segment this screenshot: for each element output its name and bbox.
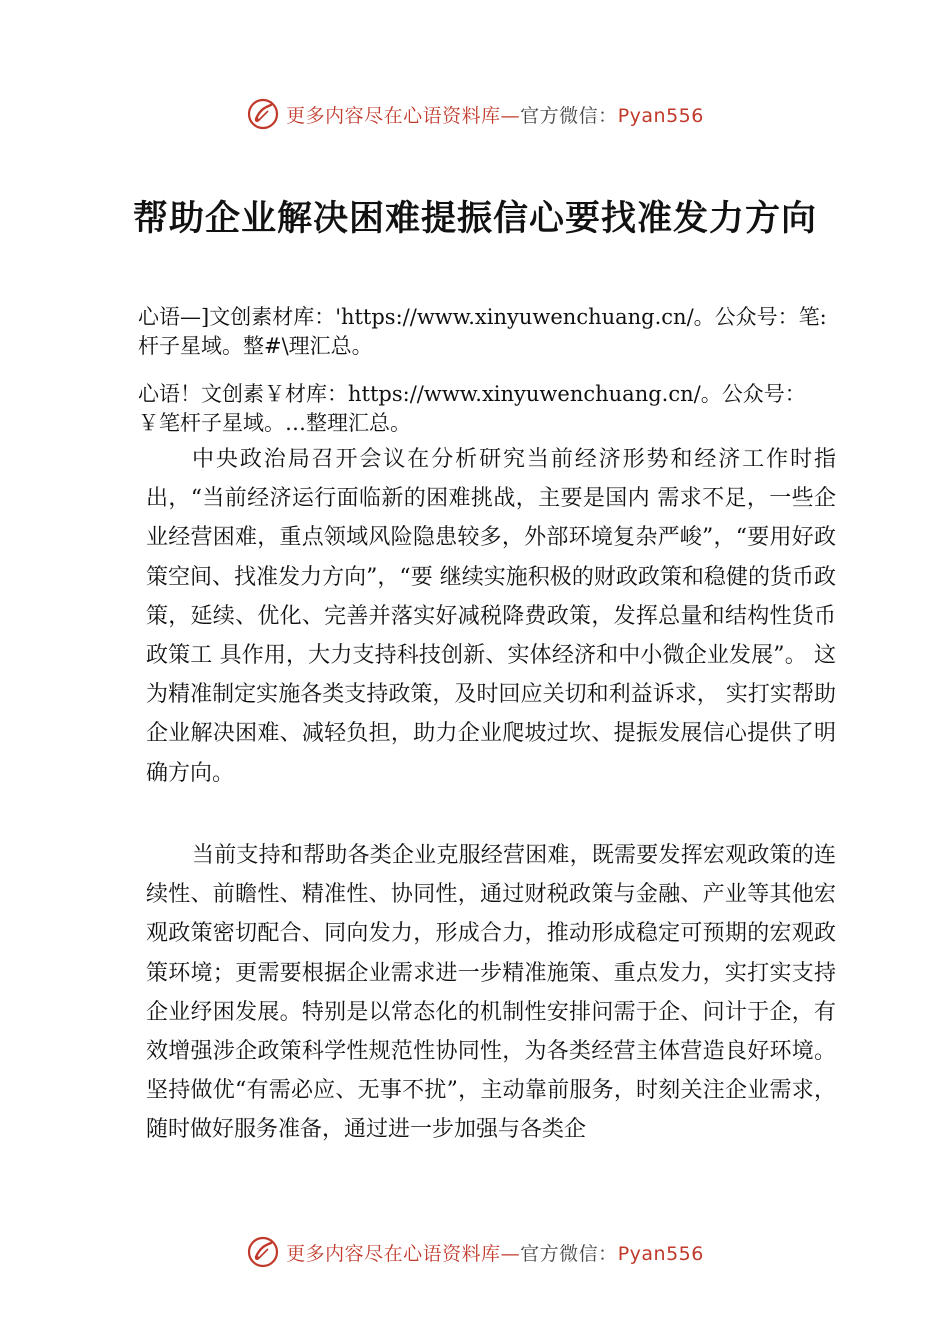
xinyu-logo-icon (246, 97, 280, 131)
banner-text (286, 101, 704, 128)
body-paragraph-1: 中央政治局召开会议在分析研究当前经济形势和经济工作时指出，“当前经济运行面临新的困难挑战，主要是国内 需求不足，一些企业经营困难，重点领域风险隐患较多，外部环境复杂严峻”，“要用好政策空间、找准发力方向”，“要 继续实施积极的财政政策和稳健的货币政策，延续、优化、完善并落实好减税降费政策，发挥总量和结构性货币政策工 具作用，大力支持科技创新、实体经济和中小微企业发展”。 这为精准制定实施各类支持政策，及时回应关切和利益诉求， 实打实帮助企业解决困难、减轻负担，助力企业爬坡过坎、提振发展信心提供了明确方向。 (146, 447, 836, 786)
banner-wechat-label: 官方微信： (520, 104, 618, 127)
banner-main-text: 更多内容尽在心语资料库— (286, 1242, 521, 1265)
banner-text (286, 1239, 704, 1266)
banner-main-text: 更多内容尽在心语资料库— (286, 104, 521, 127)
source-line-1: 心语—]文创素材库：'https://www.xinyuwenchuang.cn/。公众号：笔:杆子星域。整#\理汇总。 (138, 305, 827, 358)
banner-wechat-label: 官方微信： (520, 1242, 618, 1265)
footer-watermark-banner (0, 1232, 950, 1272)
document-title: 帮助企业解决困难提振信心要找准发力方向 (132, 198, 817, 239)
body-paragraph-2: 当前支持和帮助各类企业克服经营困难，既需要发挥宏观政策的连续性、前瞻性、精准性、协同性，通过财税政策与金融、产业等其他宏观政策密切配合、同向发力，形成合力，推动形成稳定可预期的宏观政策环境；更需要根据企业需求进一步精准施策、重点发力，实打实支持企业纾困发展。特别是以常态化的机制性安排问需于企、问计于企，有效增强涉企政策科学性规范性协同性，为各类经营主体营造良好环境。坚持做优“有需必应、无事不扰”，主动靠前服务，时刻关注企业需求，随时做好服务准备，通过进一步加强与各类企 (146, 843, 836, 1143)
banner-wechat-id: Pyan556 (617, 104, 704, 127)
xinyu-logo-icon (246, 1235, 280, 1269)
source-line-2: 心语！文创素￥材库：https://www.xinyuwenchuang.cn/。公众号：￥笔杆子星域。…整理汇总。 (138, 382, 806, 435)
banner-wechat-id: Pyan556 (617, 1242, 704, 1265)
header-watermark-banner (0, 94, 950, 134)
